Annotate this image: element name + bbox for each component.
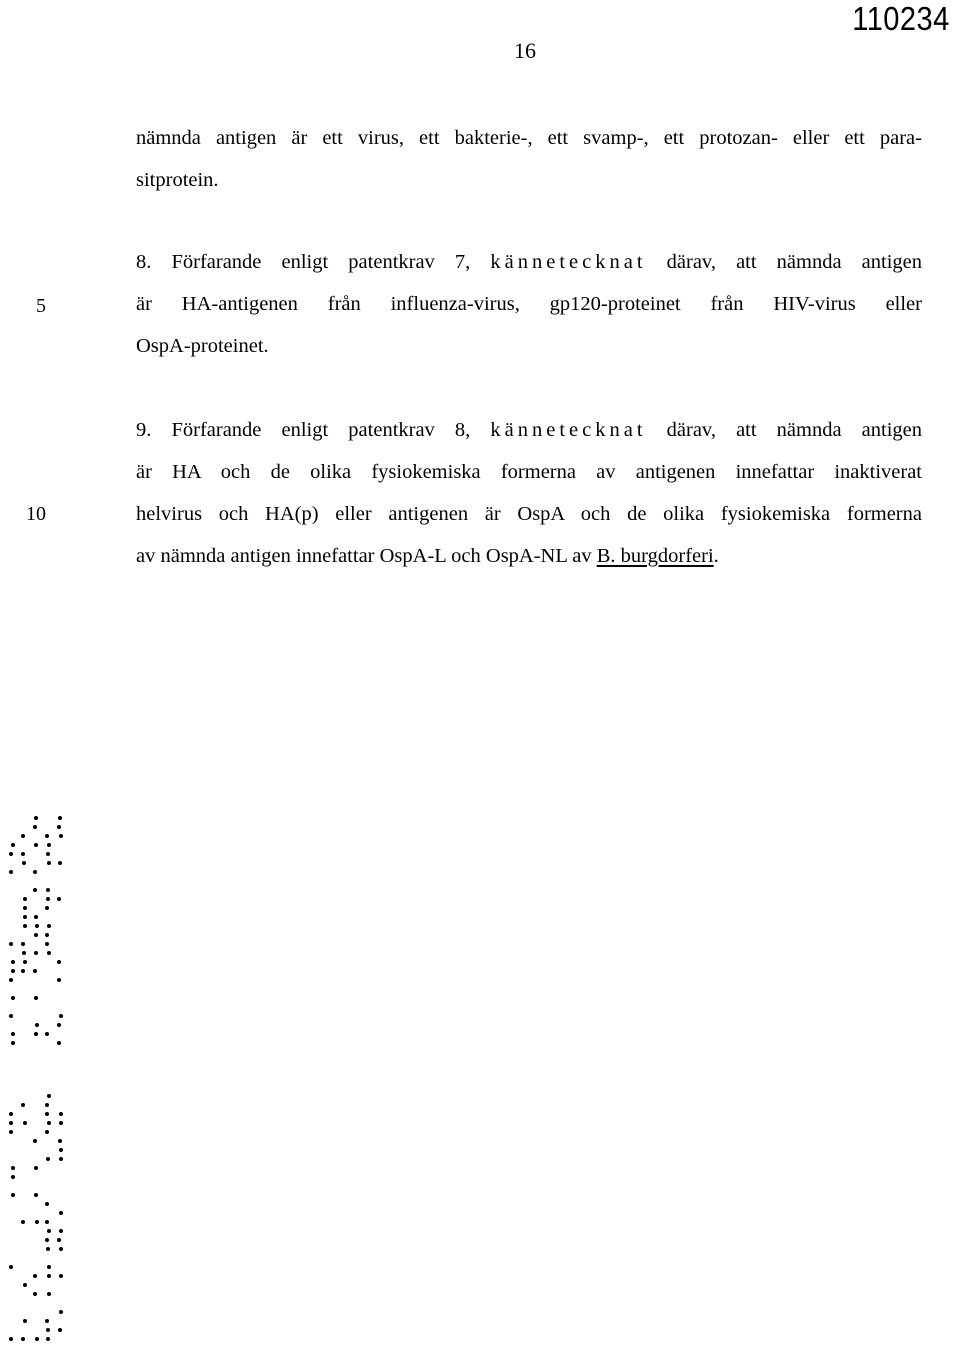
dot	[58, 1139, 62, 1143]
dot	[11, 969, 15, 973]
dot	[45, 834, 49, 838]
dot	[21, 942, 25, 946]
dot	[33, 825, 37, 829]
dot	[47, 1274, 51, 1278]
claim-8-line-2: är HA-antigenen från influenza-virus, gp120-proteinet från HIV-virus eller	[136, 293, 922, 315]
dot	[23, 1121, 27, 1125]
claim-8-line-1	[136, 252, 922, 273]
text-line-continuation-end: sitprotein.	[136, 169, 219, 191]
dot	[35, 1023, 39, 1027]
dot	[33, 888, 37, 892]
dot	[34, 843, 38, 847]
species-name: B. burgdorferi	[596, 545, 714, 567]
dot	[47, 1292, 51, 1296]
dot	[58, 1328, 62, 1332]
dot	[23, 924, 27, 928]
claim-8-rest: därav, att nämnda antigen	[666, 251, 923, 273]
dot	[33, 870, 37, 874]
claim-9-line-4-end: .	[713, 545, 719, 567]
claim-8-line-3: OspA-proteinet.	[136, 335, 269, 357]
dot	[23, 915, 27, 919]
dot	[47, 951, 51, 955]
dot	[34, 1193, 38, 1197]
dot	[59, 1211, 63, 1215]
claim-9-line-2: är HA och de olika fysiokemiska formerna av antigenen innefattar inaktiverat	[136, 461, 922, 483]
dot	[9, 1121, 13, 1125]
dot	[46, 897, 50, 901]
dot	[34, 915, 38, 919]
dot	[45, 942, 49, 946]
dot	[45, 1220, 49, 1224]
dot	[46, 1247, 50, 1251]
dot	[21, 1220, 25, 1224]
dot	[45, 1112, 49, 1116]
dot	[21, 1337, 25, 1341]
dot	[9, 1112, 13, 1116]
dot	[59, 1148, 63, 1152]
claim-9-line-1	[136, 420, 922, 441]
claim-9-line-4-text: av nämnda antigen innefattar OspA-L och OspA-NL av	[136, 545, 597, 567]
claim-9-lead: 9. Förfarande enligt patentkrav 8,	[136, 419, 471, 441]
dot	[33, 969, 37, 973]
dot	[34, 933, 38, 937]
dot	[57, 825, 61, 829]
dot	[45, 1103, 49, 1107]
dot	[11, 960, 15, 964]
dot	[9, 942, 13, 946]
dot	[35, 924, 39, 928]
dot	[57, 1041, 61, 1045]
dot	[59, 1157, 63, 1161]
dot	[23, 897, 27, 901]
dot	[59, 1247, 63, 1251]
dot	[57, 1023, 61, 1027]
dot	[23, 906, 27, 910]
claim-8-spaced-term: kännetecknat	[490, 251, 647, 273]
dot	[21, 834, 25, 838]
dot	[21, 1103, 25, 1107]
claim-9-line-3: helvirus och HA(p) eller antigenen är OspA och de olika fysiokemiska formerna	[136, 503, 922, 525]
dot	[59, 1274, 63, 1278]
dot	[57, 978, 61, 982]
dot	[59, 1310, 63, 1314]
dot	[11, 1175, 15, 1179]
dot	[46, 852, 50, 856]
dot	[34, 816, 38, 820]
margin-line-number-5: 5	[36, 295, 46, 317]
dot	[58, 861, 62, 865]
dot	[59, 1121, 63, 1125]
dot	[47, 1265, 51, 1269]
dot	[47, 1121, 51, 1125]
dot	[21, 969, 25, 973]
dot-pattern-lower	[4, 1090, 62, 1350]
dot	[58, 816, 62, 820]
text-line-continuation: nämnda antigen är ett virus, ett bakterie-, ett svamp-, ett protozan- eller ett para-	[136, 127, 922, 149]
dot	[45, 1202, 49, 1206]
dot	[11, 843, 15, 847]
dot	[46, 1328, 50, 1332]
dot	[47, 924, 51, 928]
dot	[33, 1292, 37, 1296]
dot	[11, 996, 15, 1000]
dot	[45, 1319, 49, 1323]
dot	[33, 1139, 37, 1143]
document-number: 110234	[852, 0, 950, 37]
dot	[11, 1193, 15, 1197]
dot	[33, 1274, 37, 1278]
dot	[9, 852, 13, 856]
dot	[59, 1112, 63, 1116]
dot	[47, 1229, 51, 1233]
dot	[47, 861, 51, 865]
dot	[23, 960, 27, 964]
dot	[45, 906, 49, 910]
dot	[11, 1032, 15, 1036]
dot	[45, 933, 49, 937]
dot	[22, 951, 26, 955]
dot	[34, 1032, 38, 1036]
dot	[57, 1238, 61, 1242]
dot	[46, 888, 50, 892]
claim-9-rest: därav, att nämnda antigen	[666, 419, 923, 441]
dot	[23, 1283, 27, 1287]
dot	[22, 861, 26, 865]
dot	[47, 1094, 51, 1098]
dot	[11, 1041, 15, 1045]
dot	[47, 843, 51, 847]
dot	[34, 951, 38, 955]
dot	[34, 1166, 38, 1170]
dot	[9, 1265, 13, 1269]
dot	[46, 1337, 50, 1341]
claim-9-spaced-term: kännetecknat	[490, 419, 647, 441]
dot	[35, 1337, 39, 1341]
dot	[59, 1014, 63, 1018]
claim-8-lead: 8. Förfarande enligt patentkrav 7,	[136, 251, 471, 273]
dot	[9, 1337, 13, 1341]
dot	[46, 1157, 50, 1161]
dot	[35, 1220, 39, 1224]
dot	[9, 978, 13, 982]
claim-9-line-4	[136, 546, 922, 567]
dot	[34, 996, 38, 1000]
dot-pattern-upper	[4, 812, 62, 1052]
page-number: 16	[514, 38, 536, 63]
dot	[59, 1229, 63, 1233]
dot	[45, 1238, 49, 1242]
dot	[9, 1130, 13, 1134]
dot	[45, 1130, 49, 1134]
dot	[57, 960, 61, 964]
dot	[57, 897, 61, 901]
dot	[59, 834, 63, 838]
dot	[45, 1032, 49, 1036]
dot	[21, 852, 25, 856]
margin-line-number-10: 10	[26, 503, 46, 525]
dot	[9, 1014, 13, 1018]
dot	[9, 870, 13, 874]
dot	[23, 1319, 27, 1323]
dot	[11, 1166, 15, 1170]
